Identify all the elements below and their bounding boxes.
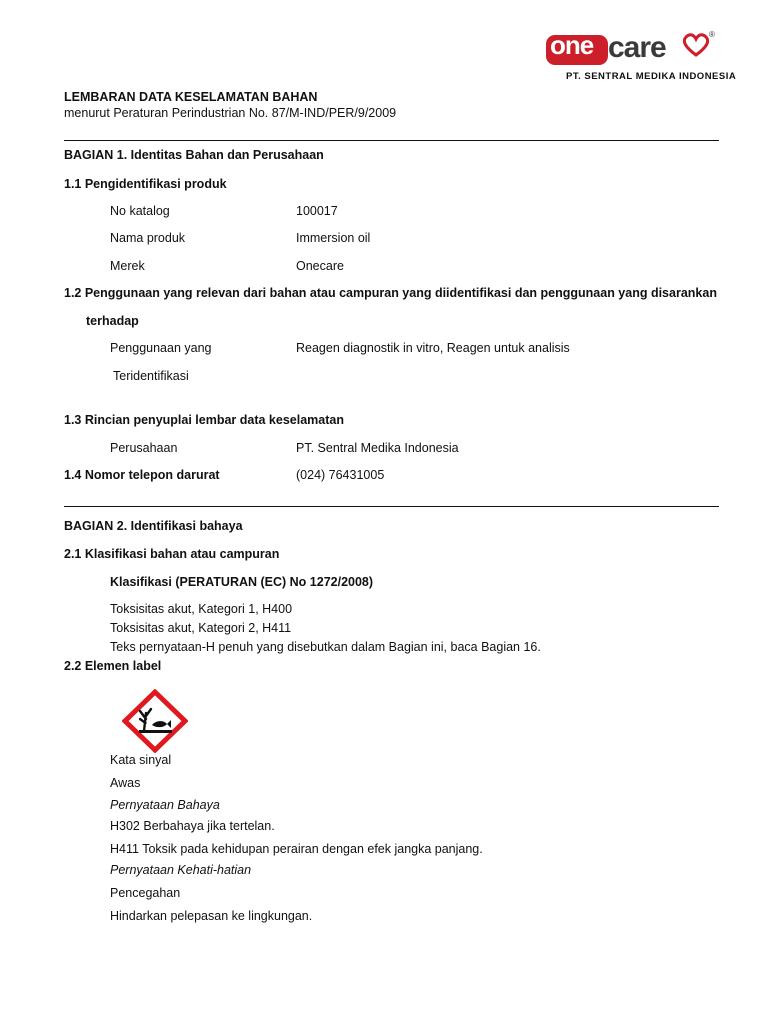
company-tagline: PT. SENTRAL MEDIKA INDONESIA — [566, 71, 737, 82]
signal-word-value: Awas — [110, 776, 141, 790]
brand-value: Onecare — [296, 259, 344, 273]
classification-line: Toksisitas akut, Kategori 1, H400 — [110, 602, 293, 616]
brand-label: Merek — [110, 259, 145, 273]
classification-line: Toksisitas akut, Kategori 2, H411 — [110, 621, 292, 635]
section2-1-heading: 2.1 Klasifikasi bahan atau campuran — [64, 547, 280, 561]
environment-hazard-icon — [122, 689, 188, 753]
heart-icon — [681, 32, 711, 58]
use-value: Reagen diagnostik in vitro, Reagen untuk analisis — [296, 341, 570, 355]
document-subtitle: menurut Peraturan Perindustrian No. 87/M-IND/PER/9/2009 — [64, 106, 397, 120]
classification-line: Teks pernyataan-H penuh yang disebutkan dalam Bagian ini, baca Bagian 16. — [110, 640, 541, 654]
company-label: Perusahaan — [110, 441, 178, 455]
hazard-statement: H411 Toksik pada kehidupan perairan dengan efek jangka panjang. — [110, 842, 483, 856]
use-label: Penggunaan yang — [110, 341, 212, 355]
divider — [64, 140, 719, 141]
emergency-phone: (024) 76431005 — [296, 468, 385, 482]
section2-heading: BAGIAN 2. Identifikasi bahaya — [64, 519, 243, 533]
signal-word-label: Kata sinyal — [110, 753, 172, 767]
hazard-statements-heading: Pernyataan Bahaya — [110, 798, 220, 812]
section1-1-heading: 1.1 Pengidentifikasi produk — [64, 177, 227, 191]
product-name-value: Immersion oil — [296, 231, 371, 245]
section1-3-heading: 1.3 Rincian penyuplai lembar data keselamatan — [64, 413, 344, 427]
document-title: LEMBARAN DATA KESELAMATAN BAHAN — [64, 90, 318, 104]
section2-2-heading: 2.2 Elemen label — [64, 659, 162, 673]
classification-subheading: Klasifikasi (PERATURAN (EC) No 1272/2008) — [110, 575, 374, 589]
precautionary-statements-heading: Pernyataan Kehati-hatian — [110, 863, 252, 877]
use-label-cont: Teridentifikasi — [113, 369, 189, 383]
logo-care-text: care — [608, 31, 666, 64]
company-value: PT. Sentral Medika Indonesia — [296, 441, 459, 455]
prevention-text: Hindarkan pelepasan ke lingkungan. — [110, 909, 313, 923]
catalog-value: 100017 — [296, 204, 338, 218]
section1-2-heading-cont: terhadap — [86, 314, 139, 328]
catalog-label: No katalog — [110, 204, 170, 218]
logo-one-text: one — [550, 30, 594, 60]
section1-heading: BAGIAN 1. Identitas Bahan dan Perusahaan — [64, 148, 324, 162]
section1-2-heading: 1.2 Penggunaan yang relevan dari bahan atau campuran yang diidentifikasi dan penggunaan yang disarankan — [64, 286, 717, 300]
onecare-logo — [546, 30, 721, 70]
hazard-statement: H302 Berbahaya jika tertelan. — [110, 819, 275, 833]
registered-mark: ® — [709, 30, 715, 39]
section1-4-heading: 1.4 Nomor telepon darurat — [64, 468, 220, 482]
product-name-label: Nama produk — [110, 231, 186, 245]
divider — [64, 506, 719, 507]
prevention-label: Pencegahan — [110, 886, 181, 900]
